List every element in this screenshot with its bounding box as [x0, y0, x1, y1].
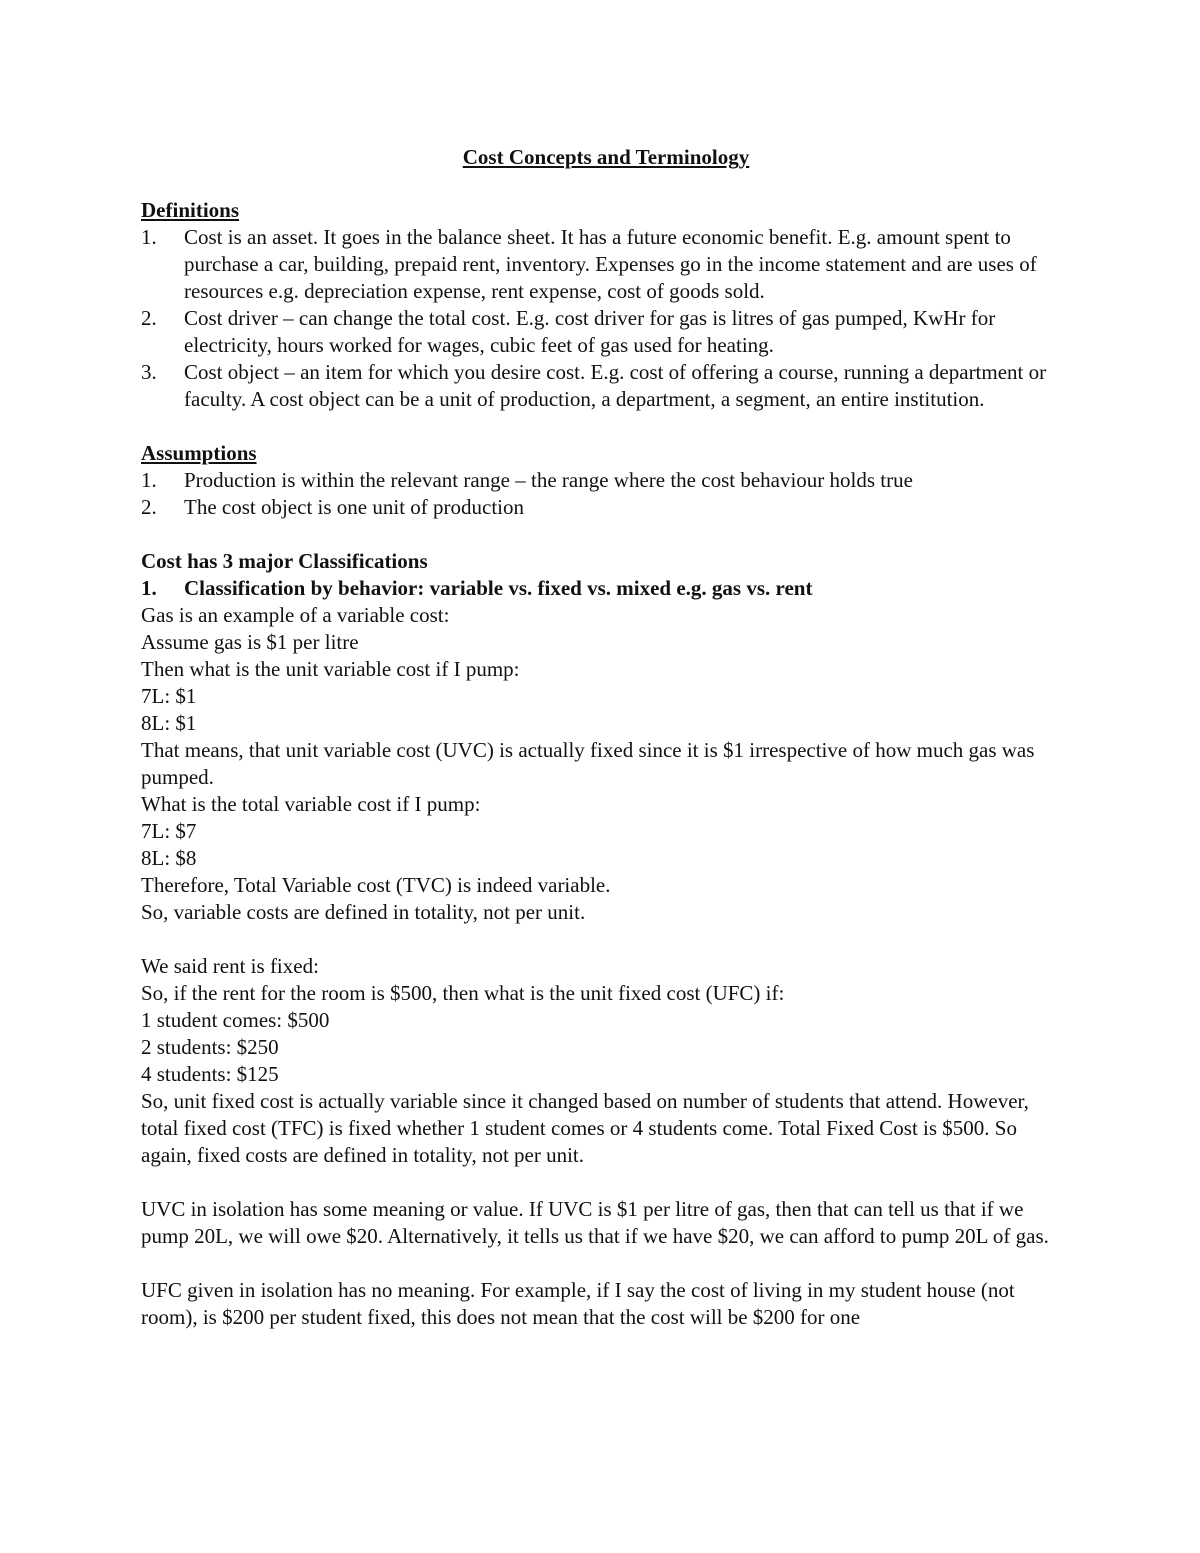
variable-line: 8L: $8: [141, 846, 197, 870]
list-item: [141, 224, 1071, 305]
list-number: 1.: [141, 468, 157, 492]
variable-line: 8L: $1: [141, 711, 197, 735]
uvc-paragraph: UVC in isolation has some meaning or value. If UVC is $1 per litre of gas, then that can tell us that if we pump 20L, we will owe $20. Alternatively, it tells us that if we have $20, we can afford to pump 20L of gas.: [141, 1197, 1049, 1248]
assumptions-list: [141, 467, 1071, 521]
list-item: [141, 467, 1071, 494]
fixed-line: So, unit fixed cost is actually variable since it changed based on number of students that attend. However, total fixed cost (TFC) is fixed whether 1 student comes or 4 students come. Total Fixed Cost is $500. So again, fixed costs are defined in totality, not per unit.: [141, 1089, 1029, 1167]
ufc-paragraph: UFC given in isolation has no meaning. For example, if I say the cost of living in my student house (not room), is $200 per student fixed, this does not mean that the cost will be $200 for one: [141, 1278, 1015, 1329]
list-number: 3.: [141, 360, 157, 384]
list-item: [141, 494, 1071, 521]
variable-line: Then what is the unit variable cost if I pump:: [141, 657, 520, 681]
variable-line: Gas is an example of a variable cost:: [141, 603, 450, 627]
behavior-classification-heading: [141, 575, 1071, 602]
list-item-text: The cost object is one unit of production: [184, 495, 525, 519]
behavior-heading-text: Classification by behavior: variable vs. fixed vs. mixed e.g. gas vs. rent: [184, 576, 813, 600]
fixed-line: 2 students: $250: [141, 1035, 279, 1059]
list-number: 2.: [141, 495, 157, 519]
page-title: Cost Concepts and Terminology: [462, 145, 750, 169]
list-number: 1.: [141, 225, 157, 249]
variable-line: Assume gas is $1 per litre: [141, 630, 359, 654]
variable-line: 7L: $7: [141, 819, 197, 843]
list-item-text: Cost driver – can change the total cost. E.g. cost driver for gas is litres of gas pumped, KwHr for electricity, hours worked for wages, cubic feet of gas used for heating.: [184, 306, 996, 357]
fixed-line: We said rent is fixed:: [141, 954, 319, 978]
definitions-list: [141, 224, 1071, 413]
list-item-text: Cost is an asset. It goes in the balance sheet. It has a future economic benefit. E.g. amount spent to purchase a car, building, prepaid rent, inventory. Expenses go in the income statement and are uses of resources e.g. depreciation expense, rent expense, cost of goods sold.: [184, 225, 1037, 303]
variable-line: So, variable costs are defined in totality, not per unit.: [141, 900, 586, 924]
fixed-line: So, if the rent for the room is $500, then what is the unit fixed cost (UFC) if:: [141, 981, 785, 1005]
variable-line: That means, that unit variable cost (UVC) is actually fixed since it is $1 irrespective of how much gas was pumped.: [141, 738, 1035, 789]
document-content: [141, 144, 1071, 1331]
variable-line: 7L: $1: [141, 684, 197, 708]
list-number: 1.: [141, 576, 157, 600]
definitions-heading: Definitions: [141, 198, 240, 222]
list-number: 2.: [141, 306, 157, 330]
list-item: [141, 305, 1071, 359]
assumptions-heading: Assumptions: [141, 441, 257, 465]
fixed-line: 4 students: $125: [141, 1062, 279, 1086]
classifications-heading: Cost has 3 major Classifications: [141, 549, 428, 573]
fixed-line: 1 student comes: $500: [141, 1008, 330, 1032]
list-item-text: Production is within the relevant range – the range where the cost behaviour holds true: [184, 468, 913, 492]
list-item-text: Cost object – an item for which you desire cost. E.g. cost of offering a course, running a department or faculty. A cost object can be a unit of production, a department, a segment, an entire institution.: [184, 360, 1047, 411]
variable-line: What is the total variable cost if I pump:: [141, 792, 481, 816]
variable-line: Therefore, Total Variable cost (TVC) is indeed variable.: [141, 873, 611, 897]
list-item: [141, 359, 1071, 413]
